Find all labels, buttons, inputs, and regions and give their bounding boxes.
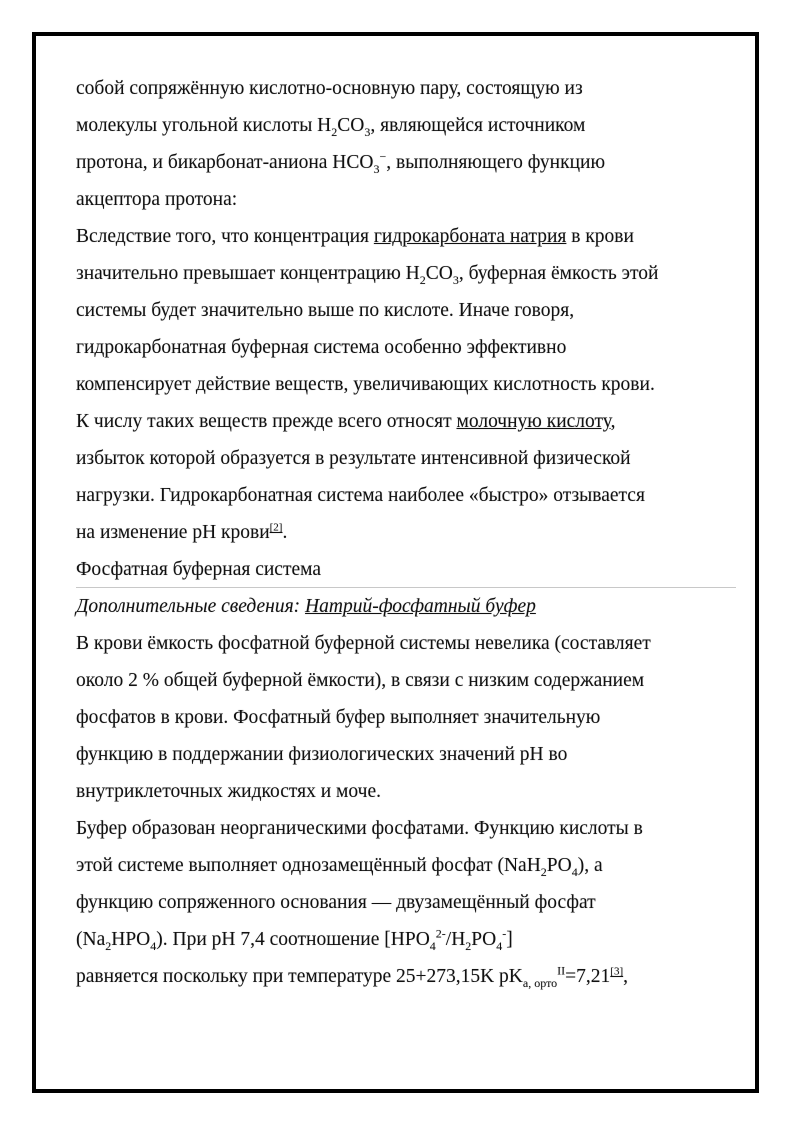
text-span: значительно превышает концентрацию H xyxy=(76,263,420,284)
text-span: В крови ёмкость фосфатной буферной системы невелика (составляет xyxy=(76,633,651,654)
text-span: системы будет значительно выше по кислоте. Иначе говоря, xyxy=(76,300,575,321)
text-span: PO xyxy=(471,929,497,950)
superscript: - xyxy=(502,926,507,941)
text-line xyxy=(76,810,736,847)
text-line xyxy=(76,773,736,810)
subscript: 3 xyxy=(364,124,371,139)
text-span: ] xyxy=(506,929,513,950)
text-span: функцию сопряженного основания — двузамещённый фосфат xyxy=(76,892,596,913)
heading-text: Фосфатная буферная система xyxy=(76,559,321,580)
text-span: в крови xyxy=(566,226,634,247)
text-span: . xyxy=(282,522,288,543)
subscript: 2 xyxy=(465,938,472,953)
superscript: 2- xyxy=(435,926,446,941)
text-line xyxy=(76,958,736,995)
text-line xyxy=(76,255,736,292)
text-line xyxy=(76,181,736,218)
text-span: собой сопряжённую кислотно-основную пару, состоящую из xyxy=(76,78,583,99)
text-span: функцию в поддержании физиологических значений pH во xyxy=(76,744,568,765)
text-line xyxy=(76,736,736,773)
text-line xyxy=(76,662,736,699)
text-line xyxy=(76,625,736,662)
text-span: компенсирует действие веществ, увеличивающих кислотность крови. xyxy=(76,374,655,395)
text-span: акцептора протона: xyxy=(76,189,238,210)
text-span: (Na xyxy=(76,929,106,950)
text-span: К числу таких веществ прежде всего относят xyxy=(76,411,457,432)
text-span: молекулы угольной кислоты H xyxy=(76,115,332,136)
text-span: HPO xyxy=(111,929,151,950)
subscript: 4 xyxy=(571,864,578,879)
section-heading xyxy=(76,551,736,588)
subscript: 3 xyxy=(373,161,380,176)
text-span: /H xyxy=(445,929,466,950)
text-span: =7,21 xyxy=(565,966,611,987)
text-span: , буферная ёмкость этой xyxy=(458,263,659,284)
subscript: 2 xyxy=(105,938,112,953)
text-line xyxy=(76,70,736,107)
superscript: II xyxy=(557,963,566,978)
subscript: 2 xyxy=(331,124,338,139)
text-line xyxy=(76,699,736,736)
text-line xyxy=(76,403,736,440)
link-lactic-acid[interactable]: молочную кислоту xyxy=(456,411,611,432)
text-span: равняется поскольку при температуре 25+273,15K pK xyxy=(76,966,523,987)
subscript: 4 xyxy=(496,938,503,953)
text-span: на изменение pH крови xyxy=(76,522,270,543)
text-line xyxy=(76,921,736,958)
text-span: ), а xyxy=(577,855,603,876)
text-span: избыток которой образуется в результате интенсивной физической xyxy=(76,448,631,469)
subscript: a, орто xyxy=(522,975,558,990)
text-span: фосфатов в крови. Фосфатный буфер выполняет значительную xyxy=(76,707,601,728)
text-span: ). При pH 7,4 соотношение [HPO xyxy=(156,929,430,950)
footnote-ref-3[interactable]: [3] xyxy=(610,965,624,978)
text-span: нагрузки. Гидрокарбонатная система наиболее «быстро» отзывается xyxy=(76,485,645,506)
link-sodium-bicarbonate[interactable]: гидрокарбоната натрия xyxy=(373,226,567,247)
text-span: Вследствие того, что концентрация xyxy=(76,226,374,247)
superscript: − xyxy=(379,149,387,164)
document-body xyxy=(76,70,736,995)
text-span: , xyxy=(610,411,616,432)
text-span: , выполняющего функцию xyxy=(386,152,606,173)
text-line xyxy=(76,440,736,477)
text-span: гидрокарбонатная буферная система особенно эффективно xyxy=(76,337,567,358)
text-line xyxy=(76,884,736,921)
text-span: протона, и бикарбонат-аниона HCO xyxy=(76,152,374,173)
text-span: CO xyxy=(337,115,365,136)
text-line xyxy=(76,366,736,403)
subscript: 2 xyxy=(540,864,547,879)
note-line xyxy=(76,588,736,625)
subscript: 4 xyxy=(150,938,157,953)
subscript: 2 xyxy=(419,272,426,287)
text-span: Буфер образован неорганическими фосфатами. Функцию кислоты в xyxy=(76,818,643,839)
text-span: , являющейся источником xyxy=(370,115,586,136)
subscript: 3 xyxy=(452,272,459,287)
text-line xyxy=(76,292,736,329)
text-span: PO xyxy=(546,855,572,876)
note-prefix: Дополнительные сведения: xyxy=(76,596,306,617)
subscript: 4 xyxy=(429,938,436,953)
text-line xyxy=(76,847,736,884)
text-span: внутриклеточных жидкостях и моче. xyxy=(76,781,381,802)
text-line xyxy=(76,329,736,366)
footnote-ref-2[interactable]: [2] xyxy=(269,521,283,534)
text-line xyxy=(76,477,736,514)
text-line xyxy=(76,107,736,144)
text-span: этой системе выполняет однозамещённый фосфат (NaH xyxy=(76,855,541,876)
text-span: , xyxy=(623,966,628,987)
text-span: CO xyxy=(425,263,453,284)
link-sodium-phosphate-buffer[interactable]: Натрий-фосфатный буфер xyxy=(305,596,536,617)
text-line xyxy=(76,144,736,181)
text-span: около 2 % общей буферной ёмкости), в связи с низким содержанием xyxy=(76,670,645,691)
text-line xyxy=(76,218,736,255)
text-line xyxy=(76,514,736,551)
